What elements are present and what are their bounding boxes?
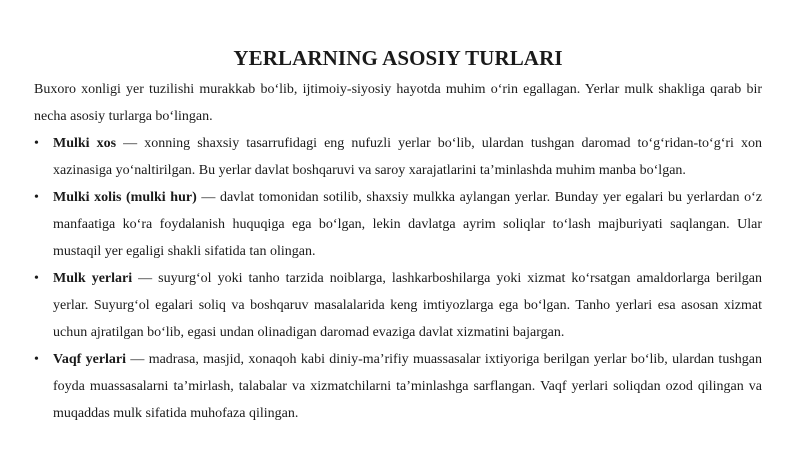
land-types-list bbox=[34, 130, 762, 427]
intro-paragraph: Buxoro xonligi yer tuzilishi murakkab bo‘lib, ijtimoiy-siyosiy hayotda muhim o‘rin egallagan. Yerlar mulk shakliga qarab bir necha asosiy turlarga bo‘lingan. bbox=[34, 82, 762, 124]
term-label: Vaqf yerlari bbox=[53, 352, 127, 367]
list-item-mulk-yerlari bbox=[34, 265, 762, 346]
term-label: Mulki xos bbox=[53, 136, 117, 151]
bullet-icon: • bbox=[34, 190, 39, 205]
list-item-mulki-xos bbox=[34, 130, 762, 184]
page-title: YERLARNING ASOSIY TURLARI bbox=[233, 46, 563, 70]
bullet-icon: • bbox=[34, 352, 39, 367]
bullet-icon: • bbox=[34, 271, 39, 286]
list-item-vaqf-yerlari bbox=[34, 346, 762, 427]
term-label: Mulki xolis (mulki hur) bbox=[53, 190, 197, 205]
list-item-mulki-xolis bbox=[34, 184, 762, 265]
term-description: — xonning shaxsiy tasarrufidagi eng nufuzli yerlar bo‘lib, ulardan tushgan daromad to‘g‘ridan-to‘g‘ri xon xazinasiga yo‘naltirilgan. Bu yerlar davlat boshqaruvi va saroy xarajatlarini ta’minlashda muhim manba bo‘lgan. bbox=[53, 136, 762, 178]
term-label: Mulk yerlari bbox=[53, 271, 133, 286]
term-description: — madrasa, masjid, xonaqoh kabi diniy-ma’rifiy muassasalar ixtiyoriga berilgan yerlar bo‘lib, ulardan tushgan foyda muassasalarni ta’mirlash, talabalar va xizmatchilarni ta’minlashga sarflangan. Vaqf yerlari soliqdan ozod qilingan va muqaddas mulk sifatida muhofaza qilingan. bbox=[53, 352, 762, 421]
bullet-icon: • bbox=[34, 136, 39, 151]
term-description: — davlat tomonidan sotilib, shaxsiy mulkka aylangan yerlar. Bunday yer egalari bu yerlardan o‘z manfaatiga ko‘ra foydalanish huquqiga ega bo‘lgan, lekin davlatga ayrim soliqlar to‘lash majburiyati saqlangan. Ular mustaqil yer egaligi shakli sifatida tan olingan. bbox=[53, 190, 763, 259]
term-description: — suyurg‘ol yoki tanho tarzida noiblarga, lashkarboshilarga yoki xizmat ko‘rsatgan amaldorlarga berilgan yerlar. Suyurg‘ol egalari soliq va boshqaruv masalalarida keng imtiyozlarga ega bo‘lgan. Tanho yerlari esa asosan xizmat uchun ajratilgan bo‘lib, egasi undan olinadigan daromad evaziga davlat xizmatini bajargan. bbox=[53, 271, 762, 340]
